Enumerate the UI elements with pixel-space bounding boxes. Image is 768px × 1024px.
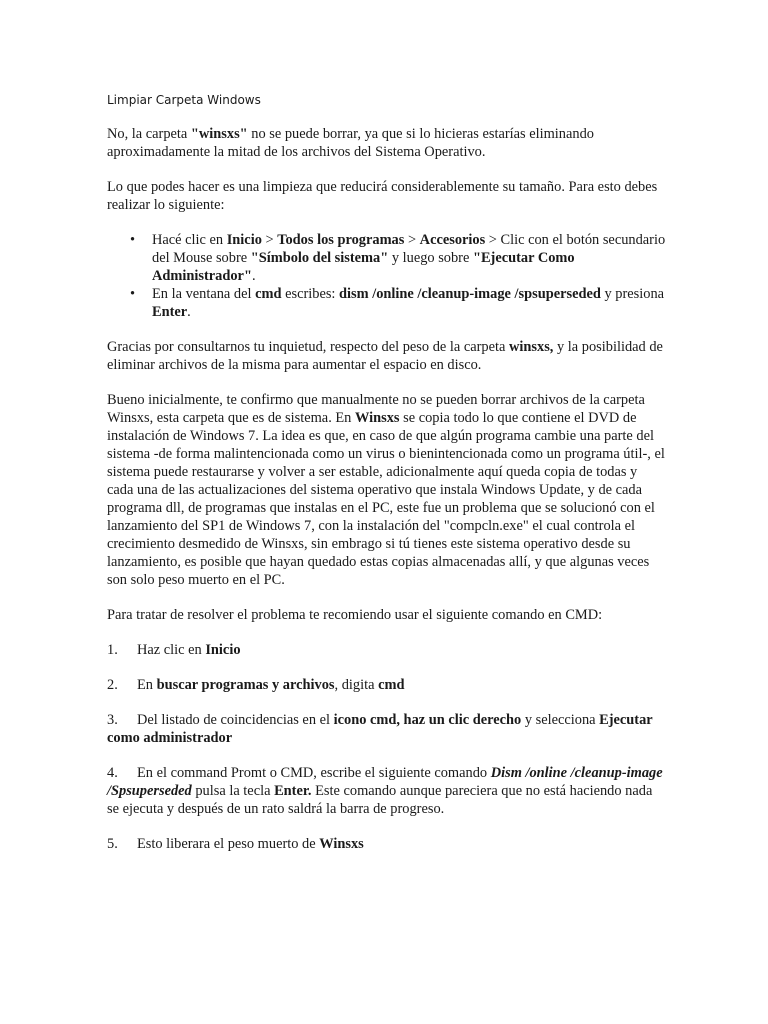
paragraph-recommendation: Para tratar de resolver el problema te recomiendo usar el siguiente comando en CMD: [107,607,603,623]
step-5: 5. Esto liberara el peso muerto de Winsxs [107,836,364,852]
paragraph-thanks: Gracias por consultarnos tu inquietud, respecto del peso de la carpeta winsxs, y la posibilidad de eliminar archivos de la misma para aumentar el espacio en disco. [107,339,663,373]
list-item: • En la ventana del cmd escribes: dism /online /cleanup-image /spsuperseded y presiona Enter. [130,286,665,320]
bullet-icon: • [130,232,136,248]
step-3: 3. Del listado de coincidencias en el icono cmd, haz un clic derecho y selecciona Ejecutar como administrador [107,712,653,746]
step-2: 2. En buscar programas y archivos, digita cmd [107,677,405,693]
bullet-list [107,231,667,321]
paragraph-explanation: Bueno inicialmente, te confirmo que manualmente no se pueden borrar archivos de la carpeta Winsxs, esta carpeta que es de sistema. En Winsxs se copia todo lo que contiene el DVD de instalación de Windows 7. La idea es que, en caso de que algún programa cambie una parte del sistema -de forma malintencionada como un virus o bienintencionada como un programa útil-, el sistema puede restaurarse y volver a ser estable, adicionalmente aquí queda copia de todas y cada una de las actualizaciones del sistema operativo que instala Windows Update, y de cada programa dll, de programas que instalas en el PC, este fue un problema que se solucionó con el lanzamiento del SP1 de Windows 7, con la instalación del "compcln.exe" el cual controla el crecimiento desmedido de Winsxs, sin embrago si tú tienes este sistema operativo desde su lanzamiento, es posible que hayan quedado estas copias almacenadas allí, y que algunas veces son solo peso muerto en el PC. [107,392,665,588]
step-4: 4. En el command Promt o CMD, escribe el siguiente comando Dism /online /cleanup-image /Spsuperseded pulsa la tecla Enter. Este comando aunque pareciera que no está haciendo nada se ejecuta y después de un rato saldrá la barra de progreso. [107,765,663,817]
paragraph-winsxs-intro: No, la carpeta "winsxs" no se puede borrar, ya que si lo hicieras estarías eliminando aproximadamente la mitad de los archivos del Sistema Operativo. [107,126,594,160]
paragraph-cleanup-intro: Lo que podes hacer es una limpieza que reducirá considerablemente su tamaño. Para esto debes realizar lo siguiente: [107,179,658,213]
numbered-steps [107,641,667,853]
document-title: Limpiar Carpeta Windows [107,93,261,107]
step-1: 1. Haz clic en Inicio [107,642,241,658]
list-item: • Hacé clic en Inicio > Todos los programas > Accesorios > Clic con el botón secundario del Mouse sobre "Símbolo del sistema" y luego sobre "Ejecutar Como Administrador". [130,232,666,284]
bullet-icon: • [130,286,136,302]
document-page [107,92,667,870]
